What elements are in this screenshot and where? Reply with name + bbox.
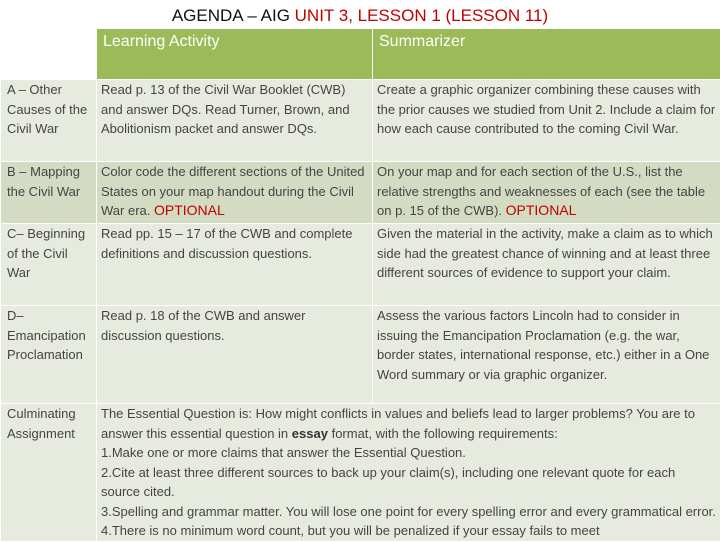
row-a [1,80,720,162]
requirement-item: 4.There is no minimum word count, but you will be penalized if your essay fails to meet [101,521,716,541]
requirement-item: 3.Spelling and grammar matter. You will lose one point for every spelling error and every grammatical error. [101,502,716,522]
requirement-item: 2.Cite at least three different sources to back up your claim(s), including one relevant quote for each source cited. [101,463,716,502]
row-culminating-label: Culminating Assignment [1,404,97,542]
row-b-label: B – Mapping the Civil War [1,162,97,224]
header-learning-activity: Learning Activity [97,29,373,80]
row-d-summarizer: Assess the various factors Lincoln had to consider in issuing the Emancipation Proclamation (e.g. the war, border states, international response, etc.) either in a One Word summary or via graphic organizer. [373,306,720,404]
row-a-activity: Read p. 13 of the Civil War Booklet (CWB) and answer DQs. Read Turner, Brown, and Abolitionism packet and answer DQs. [97,80,373,162]
row-b-summarizer-optional: OPTIONAL [506,202,577,218]
row-c-summarizer: Given the material in the activity, make a claim as to which side had the greatest chance of winning and at least three different sources of evidence to support your claim. [373,224,720,306]
row-d-activity: Read p. 18 of the CWB and answer discussion questions. [97,306,373,404]
header-summarizer: Summarizer [373,29,720,80]
culminating-intro [101,404,716,443]
culminating-bold-word: essay [292,426,328,441]
row-c-label: C– Beginning of the Civil War [1,224,97,306]
culminating-intro-text: The Essential Question is: How might conflicts in values and beliefs lead to larger problems? You are to answer this essential question in [101,406,695,441]
page-title [0,6,720,26]
row-a-label: A – Other Causes of the Civil War [1,80,97,162]
culminating-requirements [101,443,716,541]
header-blank-cell [1,29,97,80]
row-c-activity: Read pp. 15 – 17 of the CWB and complete definitions and discussion questions. [97,224,373,306]
row-d-label: D– Emancipation Proclamation [1,306,97,404]
row-d [1,306,720,404]
row-culminating-content [97,404,720,542]
header-row [1,29,720,80]
row-b-activity-cell [97,162,373,224]
row-b-activity-optional: OPTIONAL [154,202,225,218]
title-highlight: UNIT 3, LESSON 1 (LESSON 11) [295,6,549,25]
row-b-activity: Color code the different sections of the United States on your map handout during the Civil War era. [101,164,365,218]
row-b-summarizer: On your map and for each section of the U.S., list the relative strengths and weaknesses of each (see the table on p. 15 of the CWB). [377,164,705,218]
row-b-summarizer-cell [373,162,720,224]
row-b [1,162,720,224]
row-culminating [1,404,720,542]
requirement-item: 1.Make one or more claims that answer the Essential Question. [101,443,716,463]
row-c [1,224,720,306]
culminating-intro-end: format, with the following requirements: [332,426,558,441]
agenda-table [0,28,720,542]
row-a-summarizer: Create a graphic organizer combining these causes with the prior causes we studied from Unit 2. Include a claim for how each cause contributed to the coming Civil War. [373,80,720,162]
title-prefix: AGENDA – AIG [172,6,290,25]
